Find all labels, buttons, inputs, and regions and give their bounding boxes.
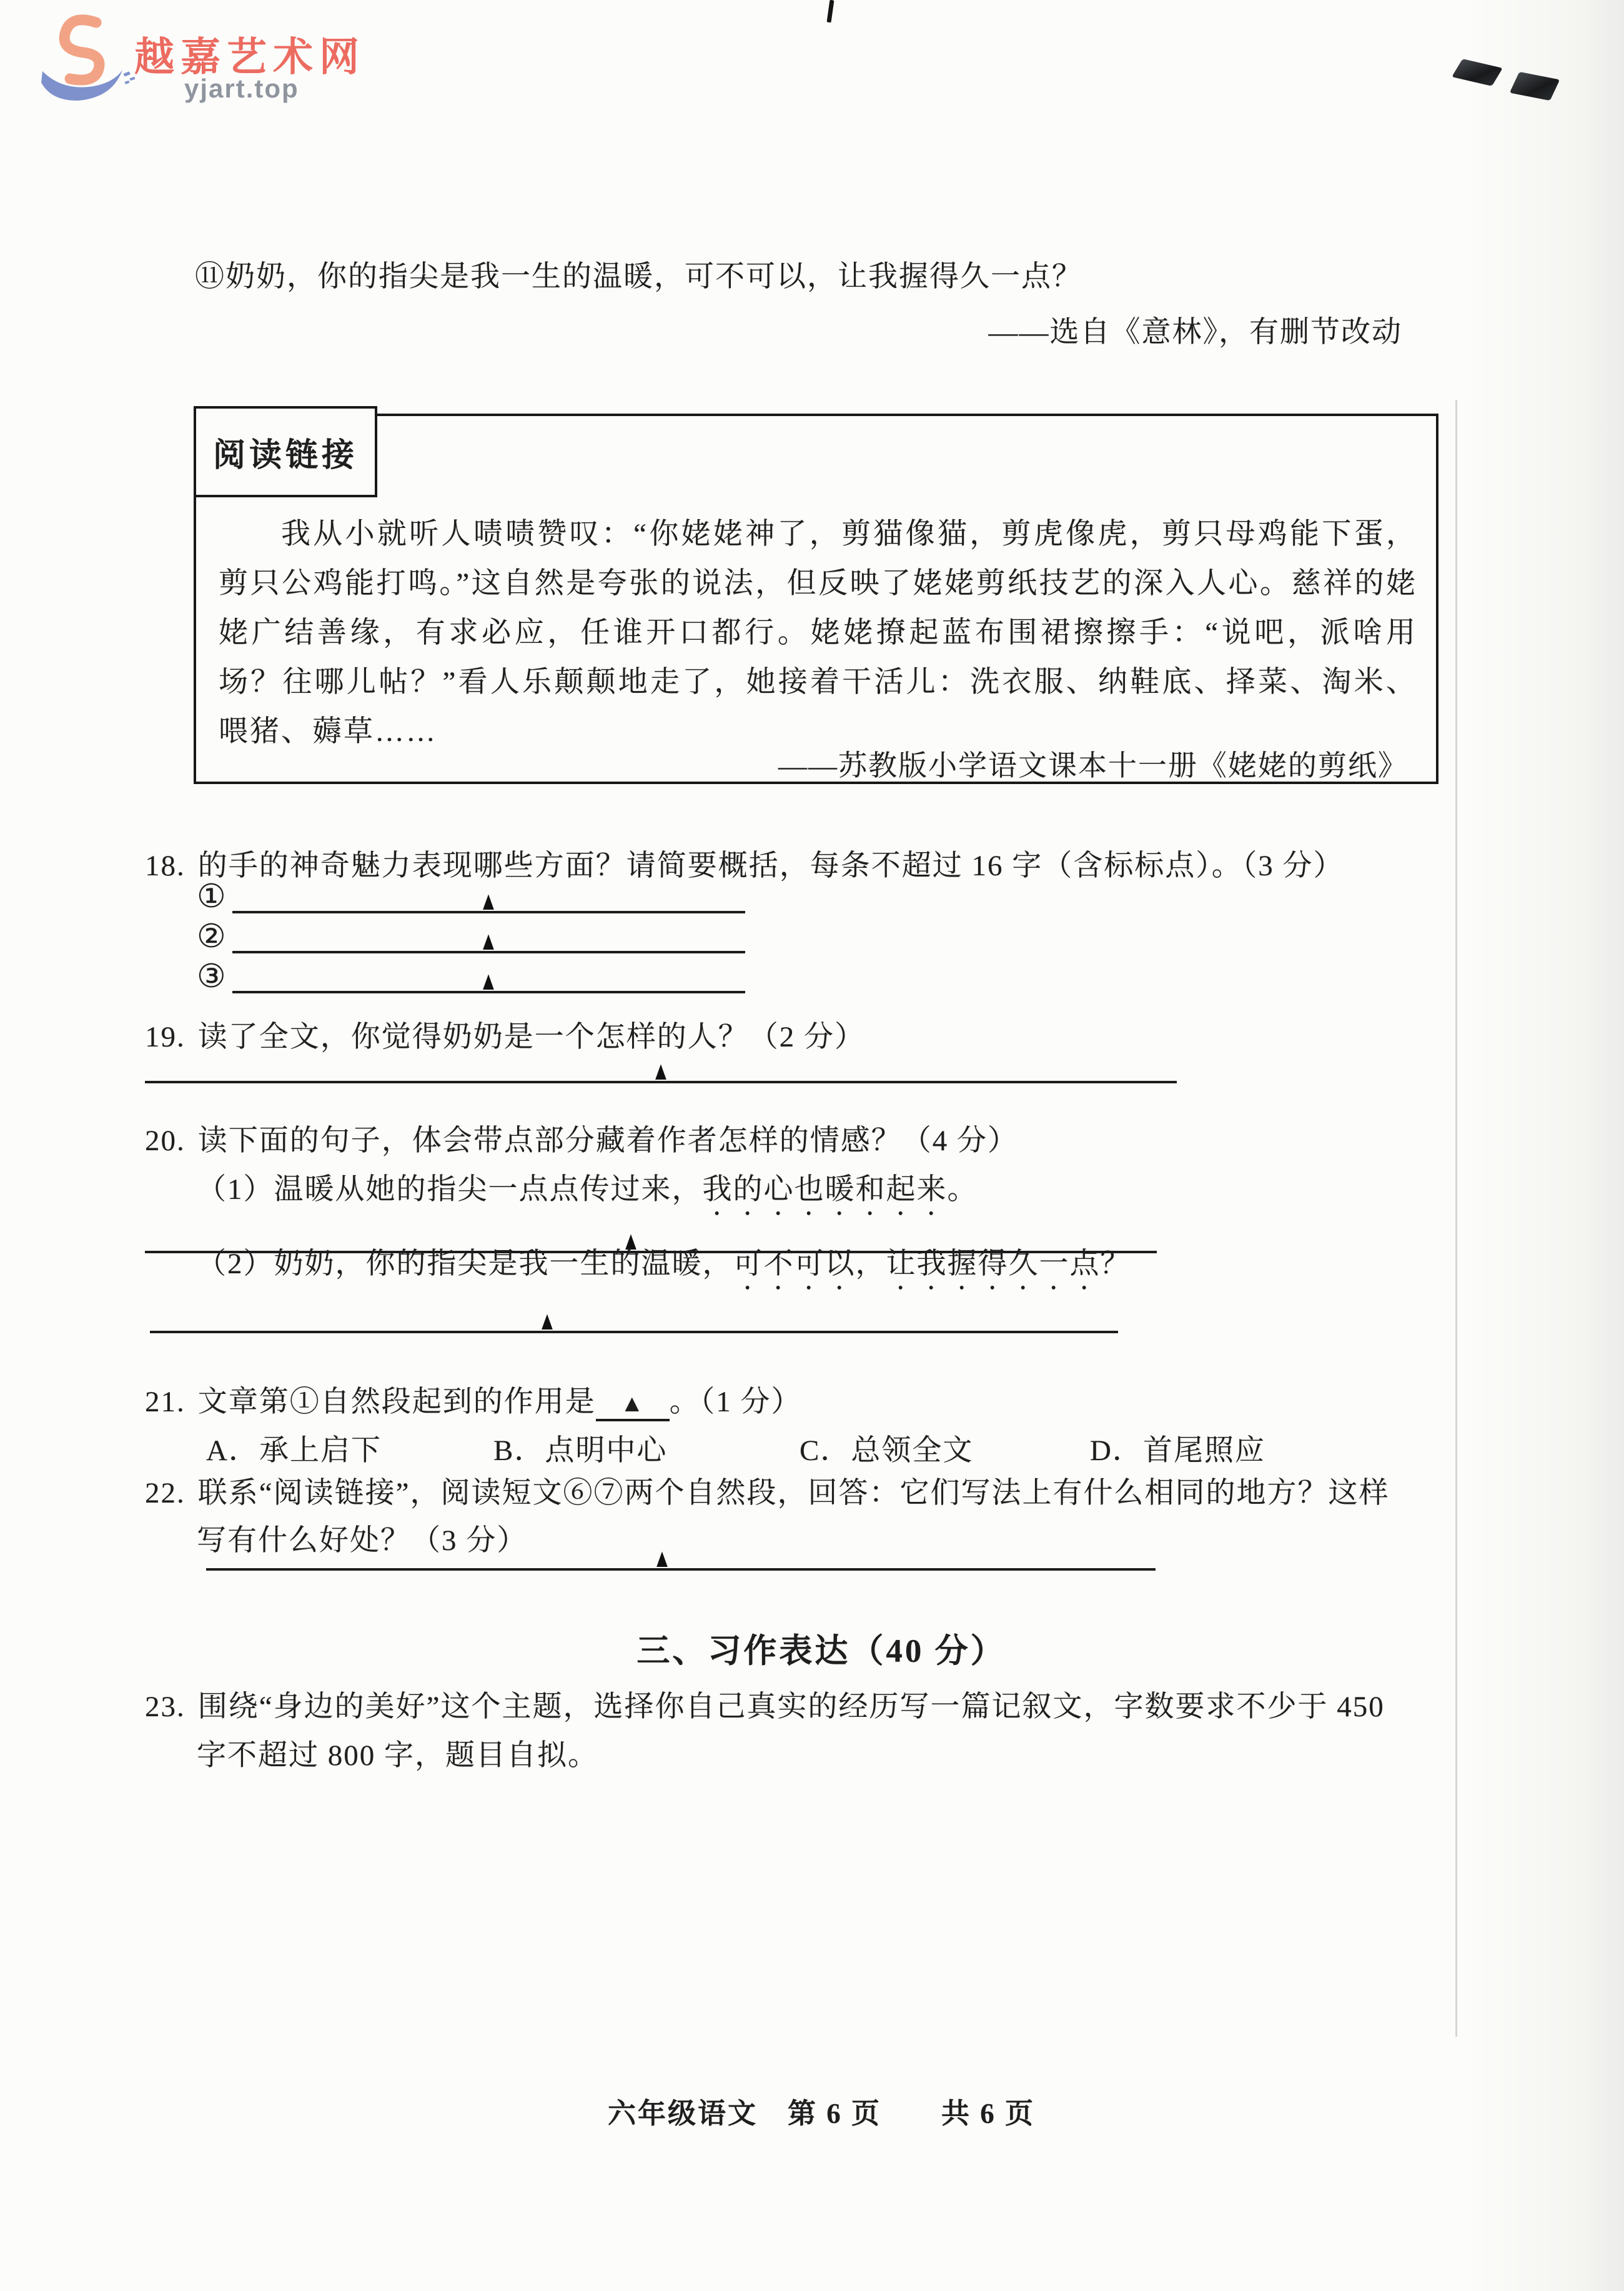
question-23-line2: 字不超过 800 字，题目自拟。	[197, 1739, 598, 1772]
q20-sub2-prefix: （2）奶奶，你的指尖是我一生的温暖，	[197, 1248, 733, 1280]
reading-link-box	[194, 414, 1438, 784]
section-3-title: 三、习作表达（40 分）	[636, 1633, 1006, 1669]
answer-underline	[232, 912, 745, 956]
q20-sub2-answer-line	[150, 1297, 1118, 1336]
triangle-placeholder-icon: ▲	[652, 1544, 671, 1573]
question-21-text-after: 。（1 分）	[669, 1386, 802, 1418]
triangle-placeholder-icon: ▲	[621, 1227, 640, 1256]
triangle-placeholder-icon: ▲	[479, 927, 498, 956]
brand-url: yjart.top	[184, 74, 299, 103]
q19-answer-line	[145, 1047, 1177, 1086]
triangle-placeholder-icon: ▲	[651, 1057, 670, 1086]
q20-sub2-emphasized: 可不可以，让我握得久一点？	[733, 1248, 1131, 1280]
q18-answer-blank-2	[197, 915, 745, 956]
question-20-sub2	[197, 1240, 1131, 1296]
passage-last-line: ⑪奶奶，你的指尖是我一生的温暖，可不可以，让我握得久一点？	[195, 261, 1082, 293]
question-22-line1: 联系“阅读链接”，阅读短文⑥⑦两个自然段，回答：它们写法上有什么相同的地方？这样	[197, 1477, 1390, 1509]
triangle-placeholder-icon: ▲	[537, 1307, 557, 1336]
question-20-sub1	[197, 1166, 978, 1222]
q21-inline-blank	[596, 1390, 670, 1421]
reading-link-label: 阅读链接	[194, 406, 377, 497]
triangle-placeholder-icon: ▲	[479, 887, 498, 916]
scan-smudge-right	[1510, 72, 1560, 101]
reading-link-body: 我从小就听人啧啧赞叹：“你姥姥神了，剪猫像猫，剪虎像虎，剪只母鸡能下蛋，剪只公鸡能打鸣。”这自然是夸张的说法，但反映了姥姥剪纸技艺的深入人心。慈祥的姥姥广结善缘，有求必应，任谁开口都行。姥姥撩起蓝布围裙擦擦手：“说吧，派啥用场？往哪儿帖？”看人乐颠颠地走了，她接着干活儿：洗衣服、纳鞋底、择菜、淘米、喂猪、薅草……	[219, 518, 1417, 748]
scan-smudge-left	[1452, 59, 1503, 86]
question-21	[145, 1378, 802, 1421]
q21-option-b: B．点明中心	[493, 1434, 668, 1467]
q20-sub1-prefix: （1）温暖从她的指尖一点点传过来，	[197, 1173, 703, 1206]
question-23-number: 23.	[145, 1691, 186, 1723]
circled-2: ②	[197, 919, 226, 955]
passage-source: ——选自《意林》，有删节改动	[988, 316, 1402, 349]
question-18-number: 18.	[145, 850, 186, 882]
question-21-number: 21.	[145, 1386, 186, 1418]
question-20-text: 读下面的句子，体会带点部分藏着作者怎样的情感？（4 分）	[197, 1125, 1018, 1157]
triangle-placeholder-icon: ▲	[620, 1391, 645, 1417]
q20-sub1-emphasized: 我的心也暖和起来。	[702, 1173, 978, 1206]
question-22-number: 22.	[145, 1477, 186, 1509]
question-18-text: 的手的神奇魅力表现哪些方面？请简要概括，每条不超过 16 字（含标标点）。（3 分）	[197, 850, 1344, 882]
q21-option-a: A．承上启下	[206, 1434, 382, 1467]
scan-tick-mark	[827, 0, 834, 22]
q22-answer-line	[206, 1534, 1156, 1571]
question-21-text-before: 文章第①自然段起到的作用是	[197, 1386, 596, 1418]
question-19-text: 读了全文，你觉得奶奶是一个怎样的人？（2 分）	[197, 1021, 865, 1053]
brand-name: 越嘉艺术网	[134, 34, 365, 79]
answer-underline	[232, 952, 745, 996]
brand-logo-icon	[31, 11, 137, 105]
question-20	[145, 1117, 1018, 1159]
triangle-placeholder-icon: ▲	[479, 967, 498, 996]
answer-underline	[232, 872, 745, 916]
page-footer: 六年级语文 第 6 页 共 6 页	[607, 2098, 1035, 2129]
q21-option-d: D．首尾照应	[1090, 1434, 1265, 1467]
question-19-number: 19.	[145, 1021, 186, 1053]
circled-3: ③	[197, 959, 226, 995]
q18-answer-blank-3	[197, 955, 745, 996]
question-20-number: 20.	[145, 1125, 186, 1157]
question-23	[145, 1683, 1385, 1725]
q21-option-c: C．总领全文	[800, 1434, 974, 1467]
question-22	[145, 1469, 1389, 1511]
scan-crease-line	[1455, 400, 1457, 2037]
q18-answer-blank-1	[197, 875, 745, 916]
question-23-line1: 围绕“身边的美好”这个主题，选择你自己真实的经历写一篇记叙文，字数要求不少于 450	[197, 1691, 1385, 1723]
reading-link-attribution: ——苏教版小学语文课本十一册《姥姥的剪纸》	[778, 750, 1408, 782]
site-watermark	[31, 11, 365, 108]
question-22-line2: 写有什么好处？（3 分）	[197, 1524, 528, 1557]
circled-1: ①	[197, 879, 226, 915]
